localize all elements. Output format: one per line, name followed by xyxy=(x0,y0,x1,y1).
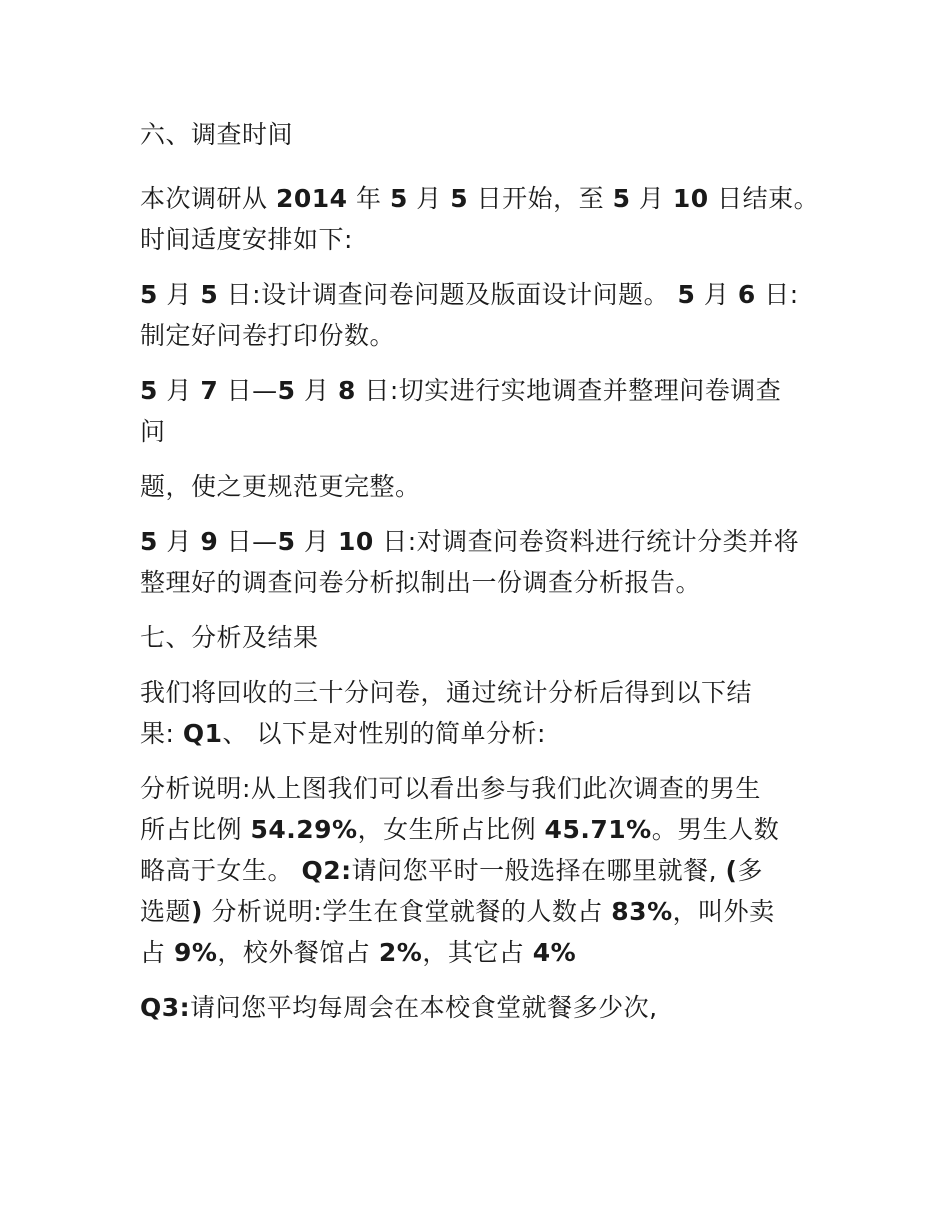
text-line: 果: Q1、 以下是对性别的简单分析: xyxy=(140,719,546,748)
schedule-may-7-8 xyxy=(140,370,812,452)
text-line: 5 月 5 日:设计调查问卷问题及版面设计问题。 5 月 6 日: xyxy=(140,280,799,309)
section-6-heading: 六、调查时间 xyxy=(140,120,294,149)
text-line: 我们将回收的三十分问卷，通过统计分析后得到以下结 xyxy=(140,678,753,707)
analysis-paragraph xyxy=(140,768,812,973)
text-line: 略高于女生。 Q2:请问您平时一般选择在哪里就餐, (多 xyxy=(140,856,763,885)
text-line: 问 xyxy=(140,417,166,446)
schedule-continuation xyxy=(140,466,812,507)
document-page xyxy=(140,114,820,1028)
text-line: Q3:请问您平均每周会在本校食堂就餐多少次, xyxy=(140,993,658,1022)
schedule-may-9-10 xyxy=(140,521,812,603)
schedule-may-5-6 xyxy=(140,274,812,356)
text-line: 制定好问卷打印份数。 xyxy=(140,321,396,350)
text-line: 本次调研从 2014 年 5 月 5 日开始，至 5 月 10 日结束。 xyxy=(140,184,820,213)
survey-period-paragraph xyxy=(140,178,820,260)
question-3-paragraph xyxy=(140,987,812,1028)
results-intro-paragraph xyxy=(140,672,812,754)
text-line: 题，使之更规范更完整。 xyxy=(140,472,421,501)
text-line: 所占比例 54.29%，女生所占比例 45.71%。男生人数 xyxy=(140,815,780,844)
text-line: 占 9%，校外餐馆占 2%，其它占 4% xyxy=(140,938,577,967)
text-line: 分析说明:从上图我们可以看出参与我们此次调查的男生 xyxy=(140,774,761,803)
text-line: 5 月 9 日—5 月 10 日:对调查问卷资料进行统计分类并将 xyxy=(140,527,800,556)
text-line: 5 月 7 日—5 月 8 日:切实进行实地调查并整理问卷调查 xyxy=(140,376,782,405)
text-line: 选题) 分析说明:学生在食堂就餐的人数占 83%，叫外卖 xyxy=(140,897,775,926)
section-7-heading: 七、分析及结果 xyxy=(140,623,319,652)
text-line: 时间适度安排如下: xyxy=(140,225,353,254)
text-line: 整理好的调查问卷分析拟制出一份调查分析报告。 xyxy=(140,568,702,597)
